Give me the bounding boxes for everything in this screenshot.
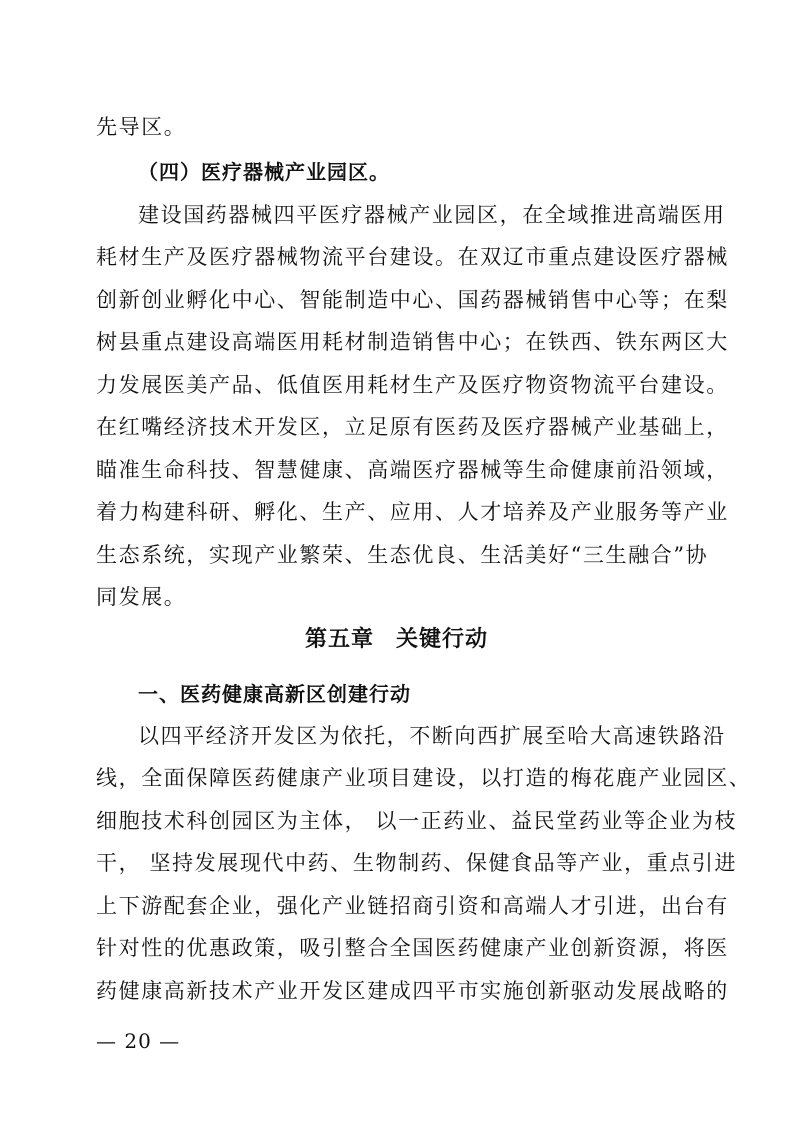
paragraph-line: 在红嘴经济技术开发区，立足原有医药及医疗器械产业基础上， [96, 415, 729, 439]
paragraph-line: 药健康高新技术产业开发区建成四平市实施创新驱动发展战略的 [96, 979, 729, 1003]
continued-paragraph-line: 先导区。 [96, 115, 187, 139]
paragraph-line: 创新创业孵化中心、智能制造中心、国药器械销售中心等；在梨 [96, 288, 729, 312]
paragraph-line: 瞄准生命科技、智慧健康、高端医疗器械等生命健康前沿领域， [96, 458, 729, 482]
page-number: — 20 — [96, 1029, 181, 1053]
chapter-label: 第五章 [304, 626, 374, 652]
paragraph-line: 以四平经济开发区为依托，不断向西扩展至哈大高速铁路沿 [138, 724, 726, 748]
paragraph-line: 力发展医美产品、低值医用耗材生产及医疗物资物流平台建设。 [96, 373, 729, 397]
paragraph-line: 线，全面保障医药健康产业项目建设，以打造的梅花鹿产业园区、 [96, 766, 752, 790]
chapter-title [0, 624, 793, 654]
paragraph-line: 耗材生产及医疗器械物流平台建设。在双辽市重点建设医疗器械 [96, 245, 729, 269]
paragraph-line: 生态系统，实现产业繁荣、生态优良、生活美好“三生融合”协 [96, 543, 709, 567]
paragraph-line: 上下游配套企业，强化产业链招商引资和高端人才引进，出台有 [96, 894, 729, 918]
paragraph-line: 着力构建科研、孵化、生产、应用、人才培养及产业服务等产业 [96, 500, 729, 524]
subsection-heading: 一、医药健康高新区创建行动 [138, 682, 411, 706]
paragraph-line: 树县重点建设高端医用耗材制造销售中心；在铁西、铁东两区大 [96, 330, 729, 354]
chapter-name: 关键行动 [396, 626, 489, 652]
paragraph-line: 干， 坚持发展现代中药、生物制药、保健食品等产业，重点引进 [96, 851, 738, 875]
paragraph-line: 针对性的优惠政策，吸引整合全国医药健康产业创新资源，将医 [96, 936, 729, 960]
paragraph-line: 同发展。 [96, 585, 187, 609]
paragraph-line: 细胞技术科创园区为主体， 以一正药业、益民堂药业等企业为枝 [96, 809, 738, 833]
paragraph-line: 建设国药器械四平医疗器械产业园区，在全域推进高端医用 [138, 203, 726, 227]
section-heading: （四）医疗器械产业园区。 [138, 160, 390, 184]
